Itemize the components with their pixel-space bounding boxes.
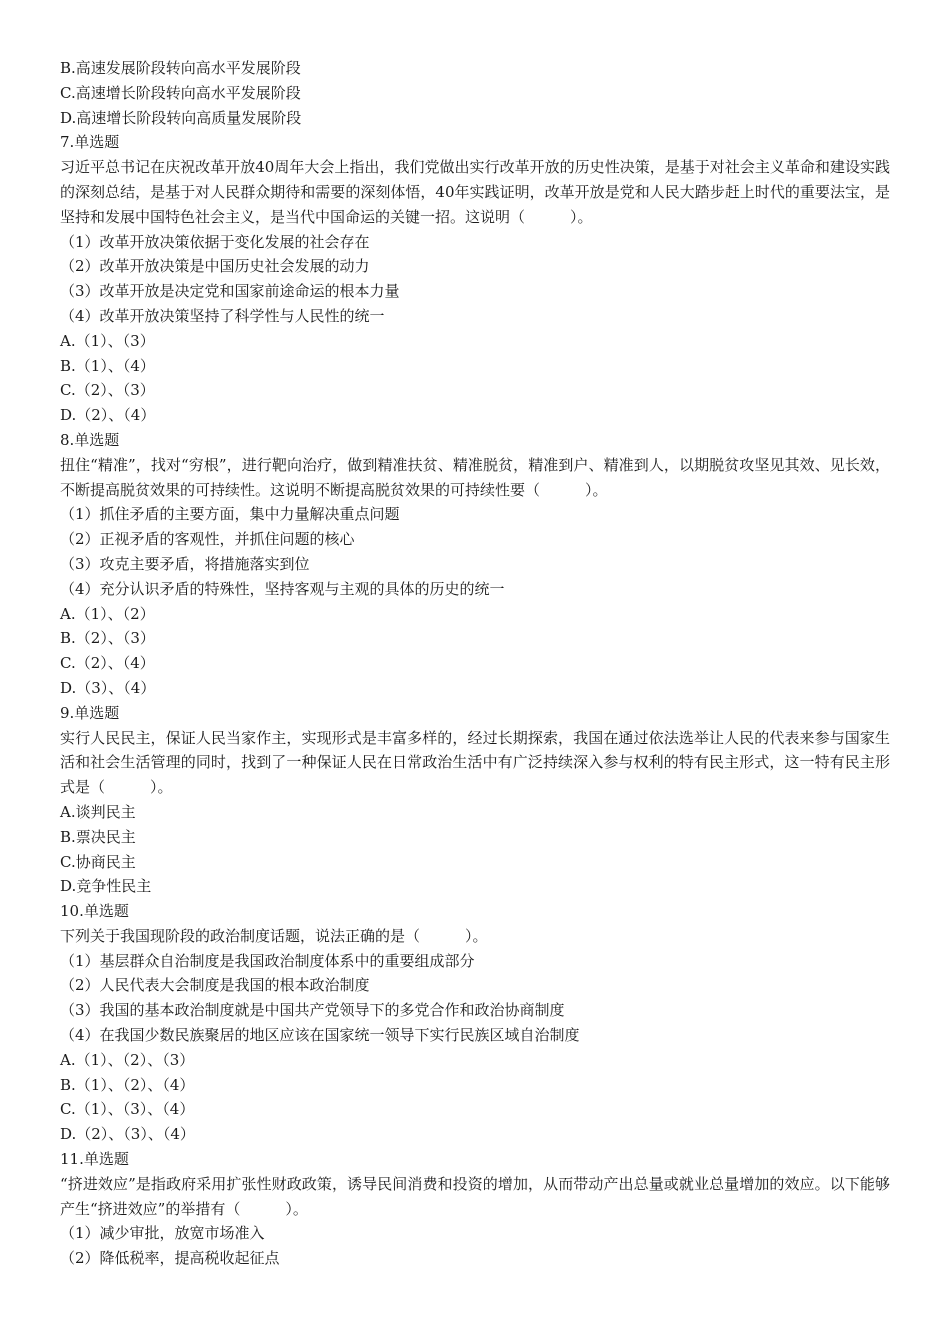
question-heading: 10.单选题 bbox=[60, 902, 129, 921]
question-heading: 8.单选题 bbox=[60, 430, 120, 449]
statement: （1）减少审批，放宽市场准入 bbox=[60, 1224, 265, 1243]
statement: （2）正视矛盾的客观性，并抓住问题的核心 bbox=[60, 530, 355, 549]
question-9 bbox=[60, 701, 890, 899]
option-a: A.（1）、（2）、（3） bbox=[60, 1050, 195, 1069]
statement: （1）改革开放决策依据于变化发展的社会存在 bbox=[60, 232, 370, 251]
statement: （2）降低税率，提高税收起征点 bbox=[60, 1249, 280, 1268]
option-b: B.（2）、（3） bbox=[60, 629, 155, 648]
option-a: A.谈判民主 bbox=[60, 802, 136, 821]
question-stem: 扭住“精准”，找对“穷根”，进行靶向治疗，做到精准扶贫、精准脱贫，精准到户、精准到人，以期脱贫攻坚见其效、见长效，不断提高脱贫效果的可持续性。这说明不断提高脱贫效果的可持续性要（ ）。 bbox=[60, 455, 890, 499]
question-stem: 下列关于我国现阶段的政治制度话题，说法正确的是（ ）。 bbox=[60, 926, 488, 945]
question-stem: 习近平总书记在庆祝改革开放40周年大会上指出，我们党做出实行改革开放的历史性决策，是基于对社会主义革命和建设实践的深刻总结，是基于对人民群众期待和需要的深刻体悟，40年实践证明，改革开放是党和人民大踏步赶上时代的重要法宝，是坚持和发展中国特色社会主义，是当代中国命运的关键一招。这说明（ ）。 bbox=[60, 158, 890, 226]
statement: （4）改革开放决策坚持了科学性与人民性的统一 bbox=[60, 306, 385, 325]
question-heading: 9.单选题 bbox=[60, 703, 120, 722]
option-c: C.（2）、（4） bbox=[60, 654, 155, 673]
question-stem: 实行人民民主，保证人民当家作主，实现形式是丰富多样的，经过长期探索，我国在通过依法选举让人民的代表来参与国家生活和社会生活管理的同时，找到了一种保证人民在日常政治生活中有广泛持续深入参与权利的特有民主形式，这一特有民主形式是（ ）。 bbox=[60, 728, 890, 797]
statement: （4）充分认识矛盾的特殊性，坚持客观与主观的具体的历史的统一 bbox=[60, 579, 505, 598]
option-c: C.（1）、（3）、（4） bbox=[60, 1100, 195, 1119]
document-page bbox=[60, 56, 890, 1271]
statement: （3）我国的基本政治制度就是中国共产党领导下的多党合作和政治协商制度 bbox=[60, 1001, 565, 1020]
question-10 bbox=[60, 899, 890, 1147]
option-b: B.（1）、（2）、（4） bbox=[60, 1075, 195, 1094]
statement: （3）改革开放是决定党和国家前途命运的根本力量 bbox=[60, 282, 400, 301]
option-b: B.（1）、（4） bbox=[60, 356, 155, 375]
statement: （3）攻克主要矛盾，将措施落实到位 bbox=[60, 554, 310, 573]
statement: （1）基层群众自治制度是我国政治制度体系中的重要组成部分 bbox=[60, 951, 475, 970]
question-8 bbox=[60, 428, 890, 701]
option-c: C.高速增长阶段转向高水平发展阶段 bbox=[60, 83, 301, 102]
option-d: D.（2）、（4） bbox=[60, 406, 156, 425]
previous-question-options bbox=[60, 56, 890, 130]
question-11 bbox=[60, 1147, 890, 1271]
option-d: D.（3）、（4） bbox=[60, 678, 156, 697]
question-stem: “挤进效应”是指政府采用扩张性财政政策，诱导民间消费和投资的增加，从而带动产出总量或就业总量增加的效应。以下能够产生“挤进效应”的举措有（ ）。 bbox=[60, 1174, 890, 1218]
option-b: B.票决民主 bbox=[60, 827, 136, 846]
question-7 bbox=[60, 130, 890, 428]
option-d: D.（2）、（3）、（4） bbox=[60, 1125, 195, 1144]
option-a: A.（1）、（3） bbox=[60, 331, 155, 350]
option-d: D.高速增长阶段转向高质量发展阶段 bbox=[60, 108, 302, 127]
question-heading: 11.单选题 bbox=[60, 1150, 129, 1169]
option-c: C.协商民主 bbox=[60, 852, 136, 871]
statement: （1）抓住矛盾的主要方面，集中力量解决重点问题 bbox=[60, 505, 400, 524]
option-c: C.（2）、（3） bbox=[60, 381, 155, 400]
option-d: D.竞争性民主 bbox=[60, 877, 152, 896]
option-a: A.（1）、（2） bbox=[60, 604, 155, 623]
statement: （2）人民代表大会制度是我国的根本政治制度 bbox=[60, 976, 370, 995]
question-heading: 7.单选题 bbox=[60, 133, 120, 152]
statement: （2）改革开放决策是中国历史社会发展的动力 bbox=[60, 257, 370, 276]
option-b: B.高速发展阶段转向高水平发展阶段 bbox=[60, 59, 301, 77]
statement: （4）在我国少数民族聚居的地区应该在国家统一领导下实行民族区域自治制度 bbox=[60, 1026, 580, 1045]
